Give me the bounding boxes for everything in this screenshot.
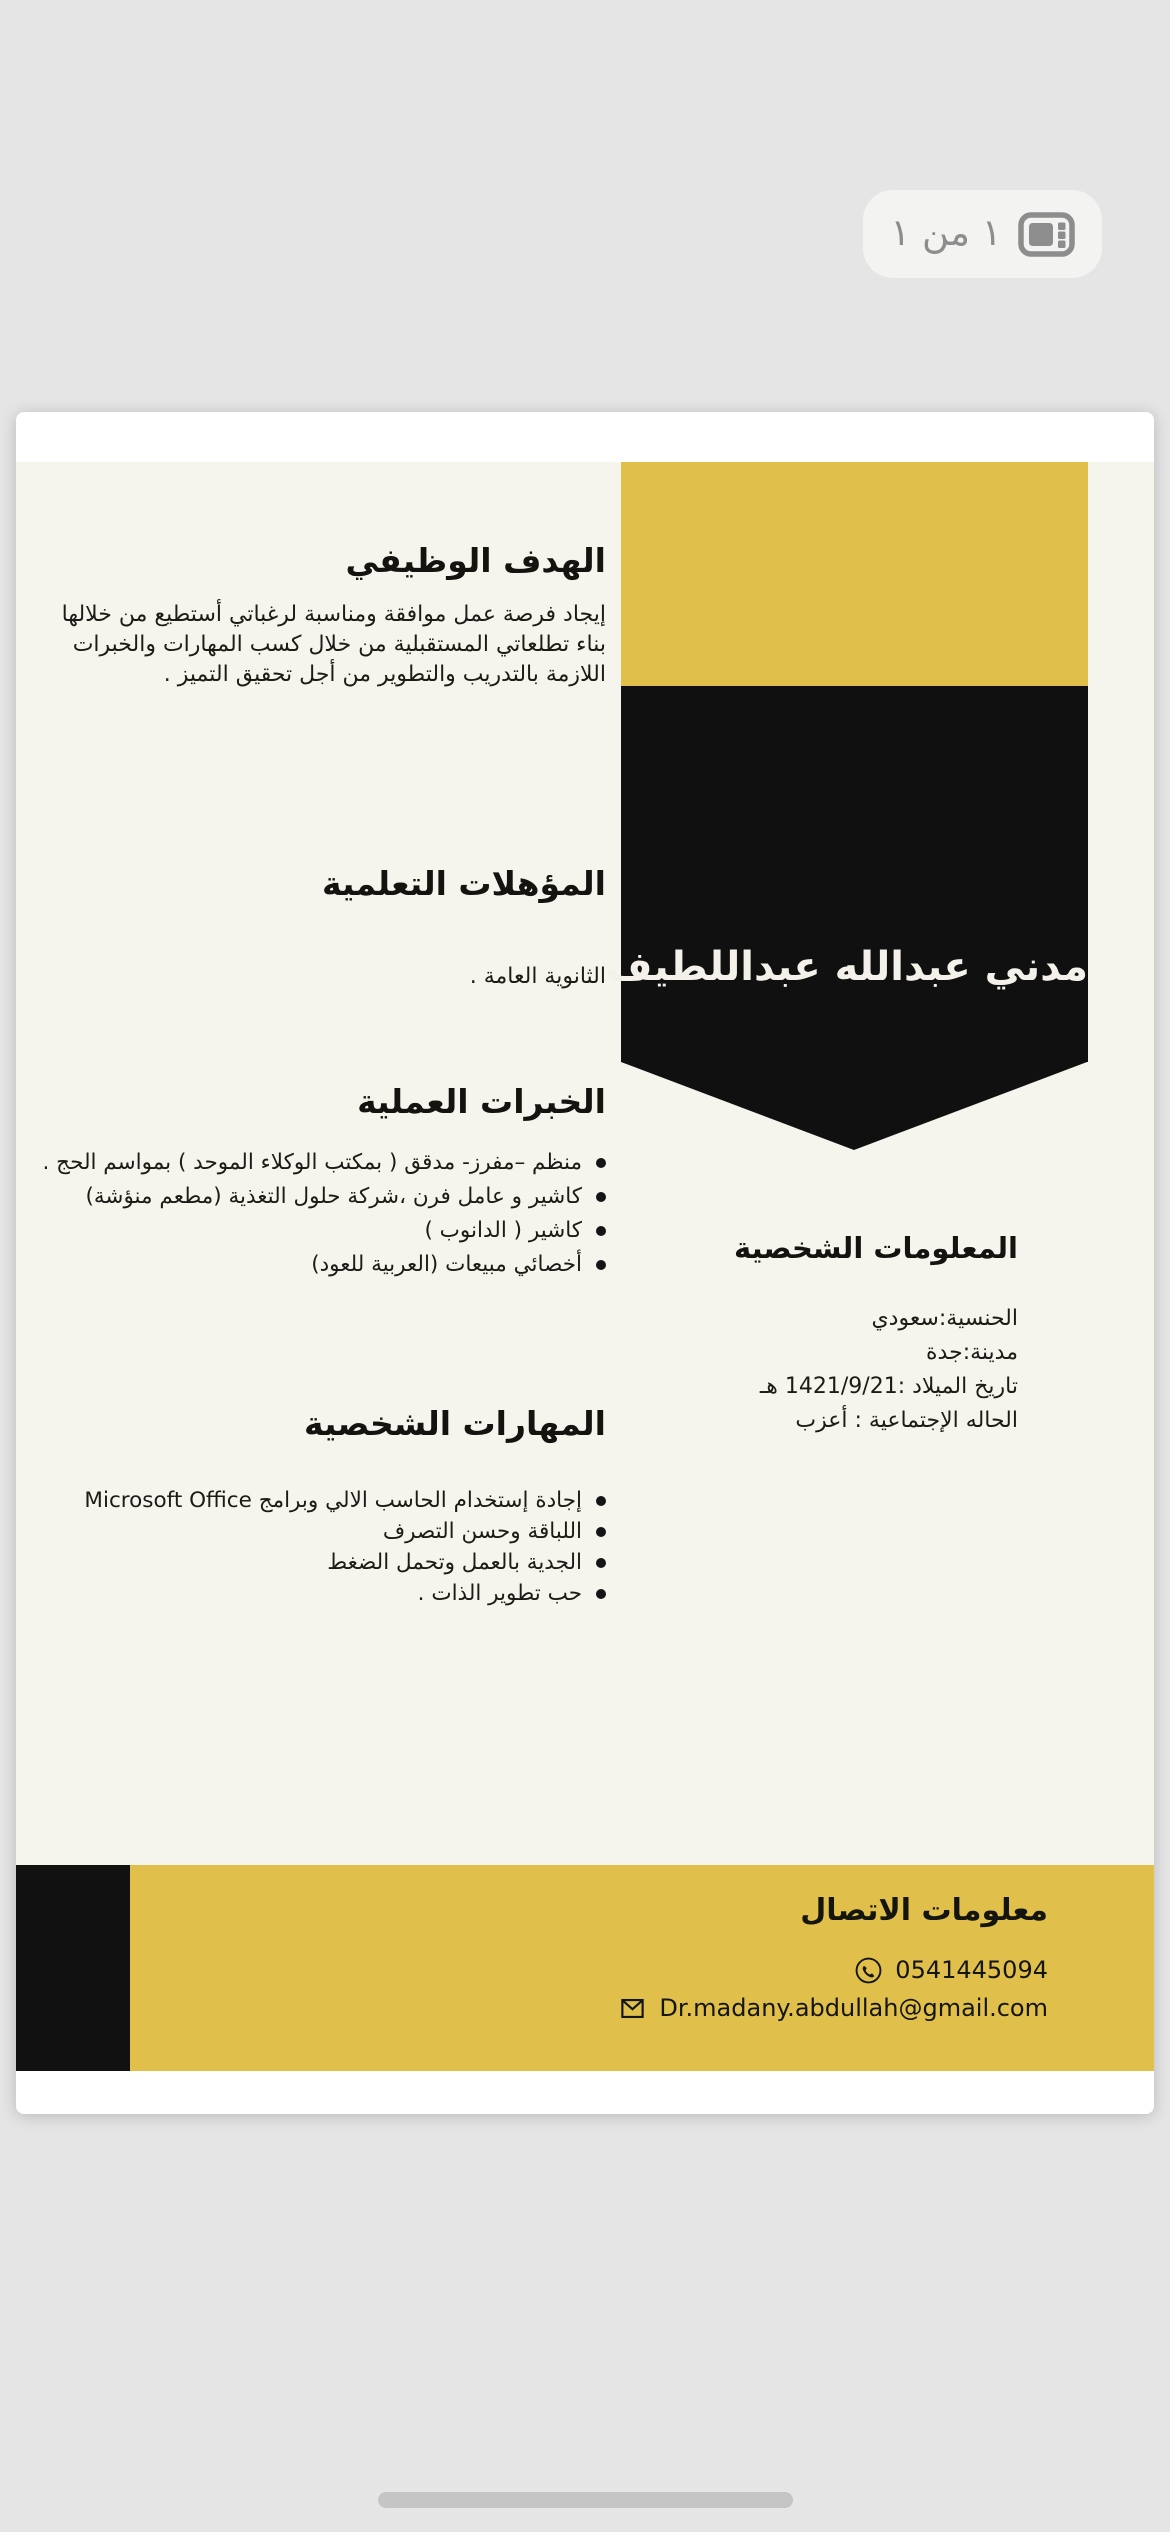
footer-black-block bbox=[16, 1865, 130, 2071]
experience-item: كاشير و عامل فرن ،شركة حلول التغذية (مطعم منؤشة) bbox=[85, 1184, 582, 1209]
experience-list bbox=[40, 1146, 606, 1282]
skills-item: اللباقة وحسن التصرف bbox=[382, 1519, 582, 1544]
page-indicator-pill[interactable] bbox=[863, 190, 1102, 278]
personal-info-line: مدينة:جدة bbox=[926, 1340, 1018, 1366]
phone-row bbox=[619, 1955, 1048, 1985]
page-indicator-label: ١ من ١ bbox=[890, 210, 1002, 254]
name-ribbon-point bbox=[621, 1062, 1087, 1150]
contact-title: معلومات الاتصال bbox=[800, 1893, 1048, 1928]
email-address: Dr.madany.abdullah@gmail.com bbox=[659, 1994, 1048, 2022]
list-item bbox=[40, 1578, 606, 1609]
personal-info-line: تاريخ الميلاد :1421/9/21 هـ bbox=[759, 1374, 1018, 1400]
bullet-icon bbox=[596, 1558, 606, 1568]
envelope-icon bbox=[619, 1995, 646, 2022]
bullet-icon bbox=[596, 1589, 606, 1599]
candidate-name: مدني عبدالله عبداللطيف bbox=[605, 944, 1088, 990]
page-view-icon bbox=[1018, 212, 1075, 257]
section-objective bbox=[40, 540, 606, 690]
phone-icon bbox=[855, 1957, 882, 1984]
education-item: الثانوية العامة . bbox=[469, 964, 606, 989]
list-item bbox=[40, 1214, 606, 1248]
experience-item: أخصائي مبيعات (العربية للعود) bbox=[311, 1252, 582, 1277]
objective-body: إيجاد فرصة عمل موافقة ومناسبة لرغباتي أستطيع من خلالها بناء تطلعاتي المستقبلية من خلال كسب المهارات والخبرات اللازمة بالتدريب والتطوير من أجل تحقيق التميز . bbox=[61, 602, 606, 688]
skills-title: المهارات الشخصية bbox=[303, 1404, 606, 1443]
personal-info-line: الحنسية:سعودي bbox=[871, 1306, 1018, 1332]
hero-yellow-banner bbox=[621, 462, 1088, 686]
list-item bbox=[40, 1485, 606, 1516]
email-row bbox=[619, 1993, 1048, 2023]
bullet-icon bbox=[596, 1527, 606, 1537]
list-item bbox=[40, 1146, 606, 1180]
experience-item: منظم –مفرز- مدقق ( بمكتب الوكلاء الموحد ) بمواسم الحج . bbox=[42, 1150, 582, 1175]
section-personal-info bbox=[588, 1230, 1018, 1438]
personal-info-lines bbox=[588, 1302, 1018, 1438]
bullet-icon bbox=[596, 1192, 606, 1202]
list-item bbox=[40, 1248, 606, 1282]
name-ribbon bbox=[605, 686, 1088, 1062]
footer-content bbox=[619, 1891, 1048, 2023]
education-title: المؤهلات التعلمية bbox=[322, 864, 606, 903]
phone-number: 0541445094 bbox=[895, 1956, 1048, 1984]
list-item bbox=[40, 1516, 606, 1547]
home-indicator[interactable] bbox=[378, 2492, 793, 2508]
personal-info-line: الحاله الإجتماعية : أعزب bbox=[795, 1408, 1018, 1434]
contact-footer bbox=[16, 1865, 1154, 2071]
objective-title: الهدف الوظيفي bbox=[345, 541, 606, 580]
skills-item: الجدية بالعمل وتحمل الضغط bbox=[327, 1550, 582, 1575]
experience-item: كاشير ( الدانوب ) bbox=[424, 1218, 582, 1243]
bullet-icon bbox=[596, 1158, 606, 1168]
personal-info-title: المعلومات الشخصية bbox=[734, 1231, 1018, 1265]
skills-item: إجادة إستخدام الحاسب الالي وبرامج Microsoft Office bbox=[84, 1488, 582, 1513]
document-page bbox=[16, 412, 1154, 2114]
list-item bbox=[40, 1547, 606, 1578]
skills-list bbox=[40, 1485, 606, 1609]
list-item bbox=[40, 1180, 606, 1214]
bullet-icon bbox=[596, 1496, 606, 1506]
experience-title: الخبرات العملية bbox=[357, 1082, 606, 1121]
skills-item: حب تطوير الذات . bbox=[417, 1581, 582, 1606]
